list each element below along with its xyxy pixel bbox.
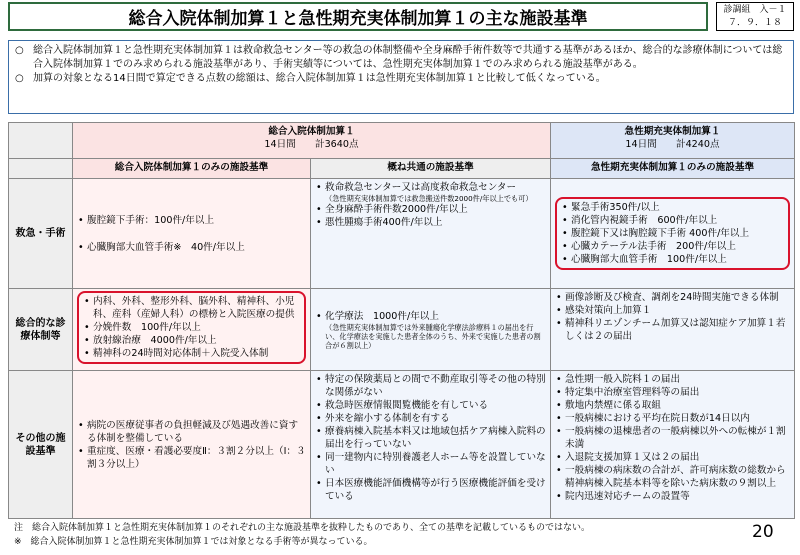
page-number: 20 — [752, 522, 774, 542]
note: （急性期充実体制加算では外来腫瘍化学療法診療料１の届出を行い、化学療法を実施した患者全体のうち、外来で実施した患者の割合が６割以上） — [325, 322, 541, 350]
cell-right-other — [551, 371, 795, 519]
summary-text: 加算の対象となる14日間で算定できる点数の総額は、総合入院体制加算１は急性期充実体制加算１と比較して低くなっている。 — [33, 73, 606, 84]
list-item: • 内科、外科、整形外科、脳外科、精神科、小児科、産科（産婦人科）の標榜と入院医療の提供 — [83, 295, 300, 321]
cell-left-general — [73, 289, 311, 371]
cell-left-other — [73, 371, 311, 519]
left-head — [73, 123, 551, 159]
list-item: • 心臓胸部大血管手術 100件/年以上 — [561, 253, 784, 266]
highlight-box — [77, 291, 306, 364]
list-item: • 悪性腫瘍手術400件/年以上 — [315, 216, 546, 229]
page-title: 総合入院体制加算１と急性期充実体制加算１の主な施設基準 — [128, 9, 588, 29]
footnote: 注 総合入院体制加算１と急性期充実体制加算１のそれぞれの主な施設基準を抜粋したものであり、全ての基準を記載しているものではない。 — [14, 523, 591, 533]
list-item: • 緊急手術350件/以上 — [561, 201, 784, 214]
list-item: • 心臓胸部大血管手術※ 40件/年以上 — [77, 241, 306, 254]
bullet: ○ — [15, 45, 24, 56]
cell-left-emergency — [73, 179, 311, 289]
code-line-2: ７．９．１８ — [727, 18, 782, 28]
list-item: • 全身麻酔手術件数2000件/年以上 — [315, 203, 546, 216]
list-item: • 一般病棟における平均在院日数が14日以内 — [555, 412, 790, 425]
list-item: • 画像診断及び検査、調剤を24時間実施できる体制 — [555, 291, 790, 304]
list-item: • 特定集中治療室管理料等の届出 — [555, 386, 790, 399]
summary-box — [8, 40, 794, 114]
cell-mid-other — [311, 371, 551, 519]
list-item: • 病院の医療従事者の負担軽減及び処遇改善に資する体制を整備している — [77, 419, 306, 445]
summary-text: 総合入院体制加算１と急性期充実体制加算１は救命救急センター等の救急の体制整備や全身麻酔手術件数等で共通する基準があるほか、総合的な診療体制については総合入院体制加算１でのみ求められる施設基準があり、手術実績等については、急性期充実体制加算１でのみ求められる施設基準がある。 — [33, 45, 783, 70]
list-item: • 療養病棟入院基本料又は地域包括ケア病棟入院料の届出を行っていない — [315, 425, 546, 451]
list-item: • 化学療法 1000件/年以上 — [315, 310, 546, 323]
right-head-title: 急性期充実体制加算１ — [624, 126, 721, 137]
list-item: • 外来を縮小する体制を有する — [315, 412, 546, 425]
footnotes — [14, 521, 590, 549]
list-item: • 院内迅速対応チームの設置等 — [555, 490, 790, 503]
header — [0, 0, 800, 34]
list-item: • 敷地内禁煙に係る取組 — [555, 399, 790, 412]
corner-cell — [9, 159, 73, 179]
bullet: ○ — [15, 73, 24, 84]
row-label-general: 総合的な診療体制等 — [9, 289, 73, 371]
mid-subhead: 概ね共通の施設基準 — [311, 159, 551, 179]
list-item: • 精神科の24時間対応体制＋入院受入体制 — [83, 347, 300, 360]
left-subhead: 総合入院体制加算１のみの施設基準 — [73, 159, 311, 179]
right-head-sub: 14日間 計4240点 — [625, 139, 720, 150]
left-head-title: 総合入院体制加算１ — [268, 126, 355, 137]
document-code — [716, 2, 794, 31]
right-head — [551, 123, 795, 159]
list-item: • 消化管内視鏡手術 600件/年以上 — [561, 214, 784, 227]
title-bar — [8, 2, 708, 31]
list-item: • 重症度、医療・看護必要度Ⅱ：３割２分以上（Ⅰ：３割３分以上） — [77, 445, 306, 471]
list-item: • 腹腔鏡下手術：100件/年以上 — [77, 214, 306, 227]
left-head-sub: 14日間 計3640点 — [264, 139, 359, 150]
cell-right-general — [551, 289, 795, 371]
list-item: • 救命救急センター又は高度救命救急センター — [315, 181, 546, 194]
row-label-other: その他の施設基準 — [9, 371, 73, 519]
cell-mid-emergency — [311, 179, 551, 289]
list-item: • 精神科リエゾンチーム加算又は認知症ケア加算１若しくは２の届出 — [555, 317, 790, 343]
list-item: • 一般病棟の退棟患者の一般病棟以外への転棟が１割未満 — [555, 425, 790, 451]
footnote: ※ 総合入院体制加算１と急性期充実体制加算１では対象となる手術等が異なっている。 — [14, 537, 373, 547]
list-item: • 急性期一般入院料１の届出 — [555, 373, 790, 386]
list-item: • 分娩件数 100件/年以上 — [83, 321, 300, 334]
cell-mid-general — [311, 289, 551, 371]
right-subhead: 急性期充実体制加算１のみの施設基準 — [551, 159, 795, 179]
note: （急性期充実体制加算では救急搬送件数2000件/年以上でも可） — [325, 194, 533, 203]
list-item: • 腹腔鏡下又は胸腔鏡下手術 400件/年以上 — [561, 227, 784, 240]
corner-cell — [9, 123, 73, 159]
highlight-box — [555, 197, 790, 270]
summary-item — [15, 72, 787, 86]
list-item: • 入退院支援加算１又は２の届出 — [555, 451, 790, 464]
cell-right-emergency — [551, 179, 795, 289]
summary-item — [15, 44, 787, 72]
list-item: • 同一建物内に特別養護老人ホーム等を設置していない — [315, 451, 546, 477]
list-item: • 特定の保険薬局との間で不動産取引等その他の特別な関係がない — [315, 373, 546, 399]
comparison-table — [8, 122, 795, 519]
list-item: • 日本医療機能評価機構等が行う医療機能評価を受けている — [315, 477, 546, 503]
code-line-1: 診調組 入－１ — [723, 5, 787, 15]
row-label-emergency: 救急・手術 — [9, 179, 73, 289]
list-item: • 感染対策向上加算１ — [555, 304, 790, 317]
list-item: • 救急時医療情報閲覧機能を有している — [315, 399, 546, 412]
list-item: • 放射線治療 4000件/年以上 — [83, 334, 300, 347]
list-item: • 心臓カテーテル法手術 200件/年以上 — [561, 240, 784, 253]
list-item: • 一般病棟の病床数の合計が、許可病床数の総数から精神病棟入院基本料等を除いた病床数の９割以上 — [555, 464, 790, 490]
